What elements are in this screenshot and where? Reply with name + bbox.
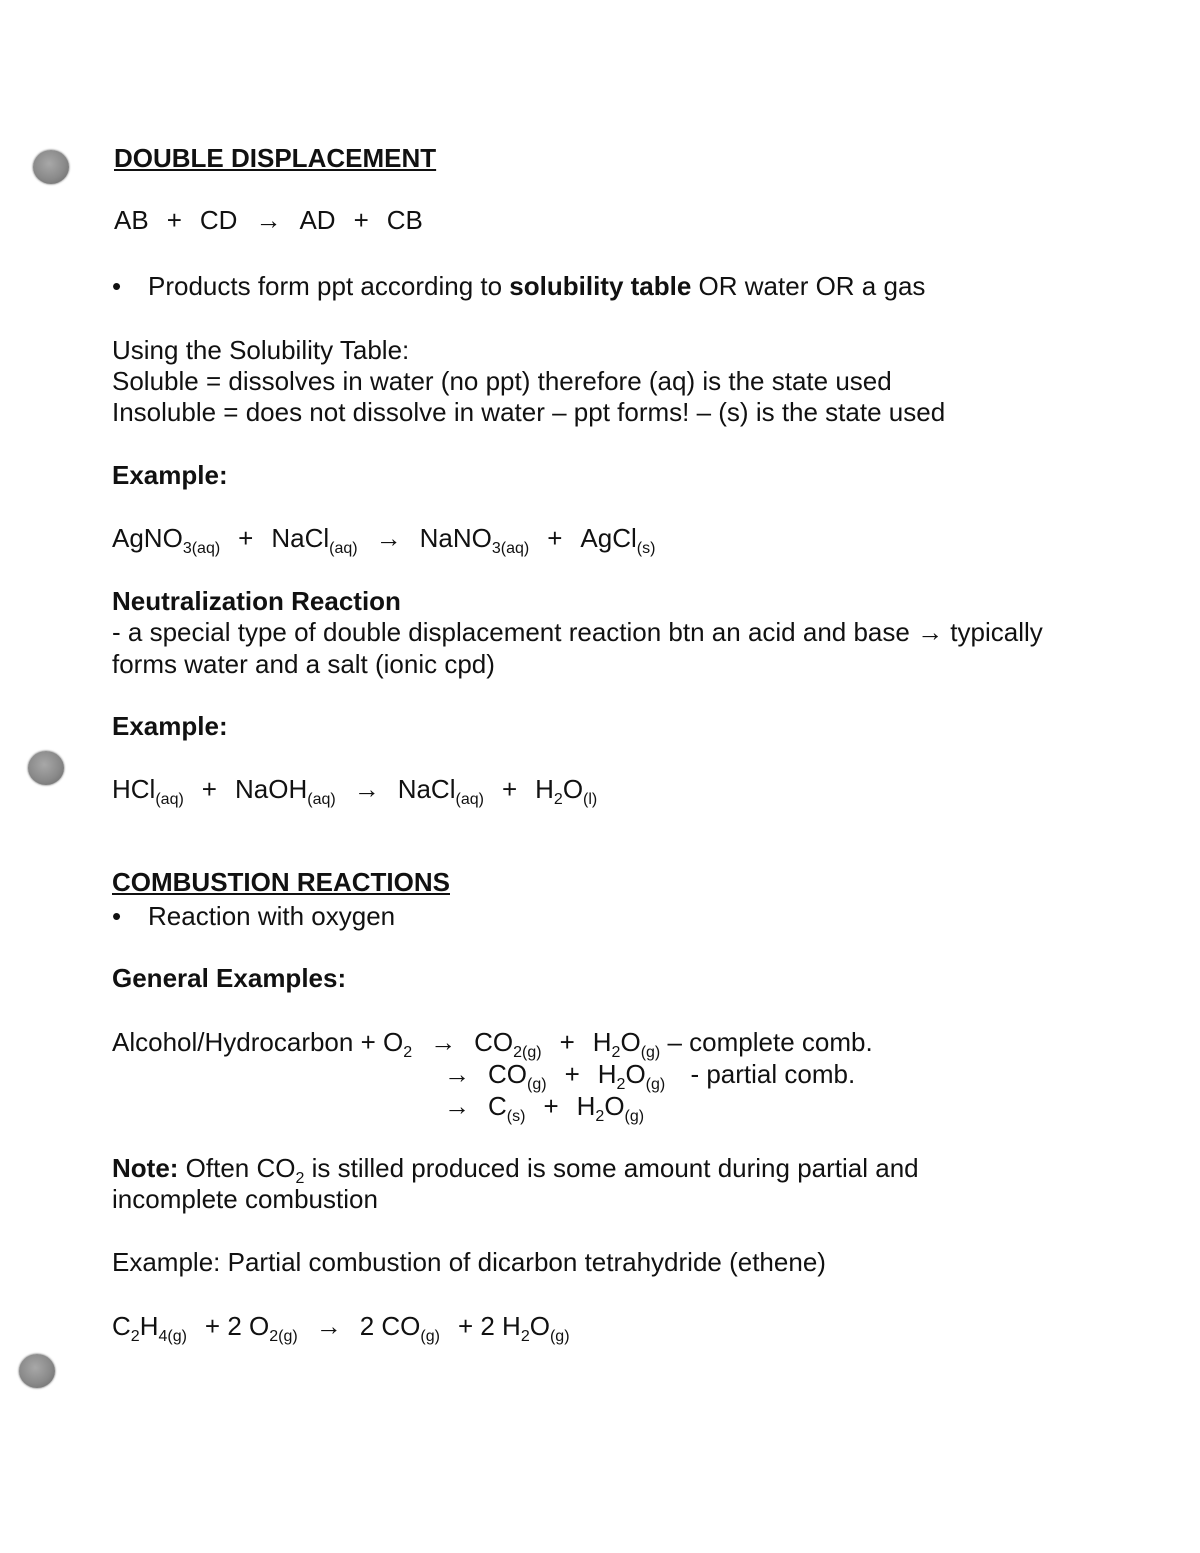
arrow-icon: →	[444, 1059, 470, 1089]
arrow-icon: →	[375, 523, 402, 553]
neutralization-heading: Neutralization Reaction	[112, 586, 401, 616]
binder-hole-bottom	[19, 1354, 55, 1388]
combustion-heading: COMBUSTION REACTIONS	[112, 867, 450, 897]
note-line1: Note: Often $CO_2$ is stilled produced is some amount during partial and	[112, 1153, 919, 1187]
ethene-example-text: Example: Partial combustion of dicarbon tetrahydride (ethene)	[112, 1247, 826, 1277]
bullet-icon: •	[112, 901, 122, 931]
incomplete-combustion-equation: → $C_{(s)} + H_2O_{(g)}$	[444, 1091, 645, 1125]
arrow-icon: →	[315, 1311, 342, 1341]
complete-combustion-equation: Alcohol/Hydrocarbon + $O_2 \to CO_{2(g)} + H_2O_{(g)}$ – complete comb.	[112, 1027, 873, 1061]
double-displacement-heading: DOUBLE DISPLACEMENT	[114, 143, 437, 173]
example-label-1: Example:	[112, 460, 228, 490]
solubility-title: Using the Solubility Table:	[112, 335, 410, 365]
arrow-icon: →	[444, 1091, 470, 1121]
neutralization-desc-line1: - a special type of double displacement reaction btn an acid and base → typically	[112, 617, 1043, 647]
partial-combustion-equation: → $CO_{(g)} + H_2O_{(g)}$ - partial comb.	[444, 1059, 856, 1093]
note-line2: incomplete combustion	[112, 1184, 378, 1214]
products-bullet: • Products form ppt according to solubility table OR water OR a gas	[112, 271, 926, 301]
general-equation: AB + CD → AD + CB	[114, 205, 423, 235]
silver-nitrate-equation: AgNO$_{3(aq)}$ + NaCl$_{(aq)}$ → NaNO$_{3(aq)}$ + AgCl$_{(s)}$	[112, 523, 656, 557]
general-examples-label: General Examples:	[112, 963, 347, 993]
neutralization-equation: HCl$_{(aq)}$ + NaOH$_{(aq)}$ → NaCl$_{(aq)}$ + $H_2O_{(l)}$	[112, 774, 598, 808]
arrow-icon: →	[353, 774, 380, 804]
ethene-equation: $C_2H_{4(g)} + 2$ $O_{2(g)} \to 2$ $CO_{(g)} + 2$ $H_2O_{(g)}$	[112, 1311, 570, 1345]
neutralization-desc-line2: forms water and a salt (ionic cpd)	[112, 649, 495, 679]
example-label-2: Example:	[112, 711, 228, 741]
combustion-bullet: • Reaction with oxygen	[112, 901, 396, 931]
binder-hole-top	[33, 150, 69, 184]
insoluble-definition: Insoluble = does not dissolve in water – ppt forms! – (s) is the state used	[112, 397, 946, 427]
binder-hole-middle	[28, 751, 64, 785]
arrow-icon: →	[430, 1027, 457, 1057]
arrow-icon: →	[255, 205, 282, 235]
bullet-icon: •	[112, 271, 122, 301]
soluble-definition: Soluble = dissolves in water (no ppt) therefore (aq) is the state used	[112, 366, 892, 396]
